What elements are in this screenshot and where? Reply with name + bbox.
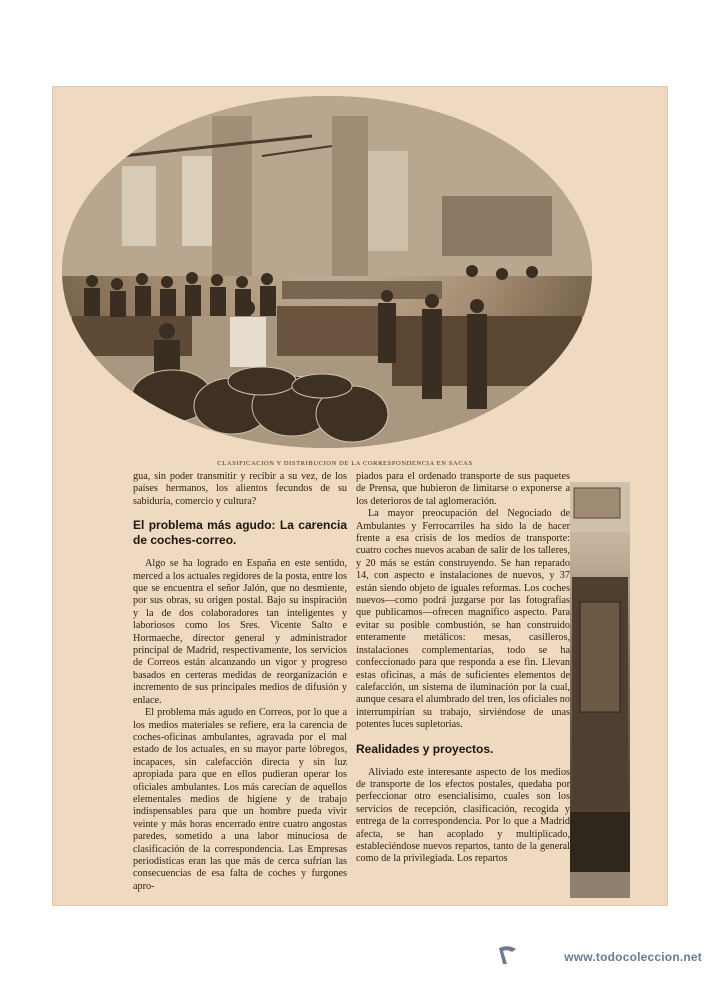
- paragraph: El problema más agudo en Correos, por lo que a los medios materiales se refiere, era la carencia de coches-oficinas ambulantes, agravada por el mal estado de los actuales, en su mayor parte lóbregos, incapaces, sin calefacción directa y sin luz apropiada para que en ellos pudieran operar los oficiales ambulantes. Los más carecían de aquellos elementales medios de higiene y de trabajo indispensables para que un hombre pueda vivir veinte y más horas encerrado entre cuatro angostas paredes, sometido a una labor minuciosa de clasificación de la correspondencia. Las Empresas periodísticas eran las que más de cerca sufrían las consecuencias de esa falta de coches y furgones apro-: [133, 707, 347, 892]
- sorting-room-photo: [62, 96, 592, 448]
- watermark-text: www.todocoleccion.net: [564, 950, 702, 964]
- todocoleccion-logo-icon: [496, 944, 520, 966]
- article-column-middle: [356, 471, 570, 866]
- section-heading: El problema más agudo: La carencia de coches-correo.: [133, 518, 347, 548]
- paragraph: Aliviado este interesante aspecto de los medios de transporte de los efectos postales, quedaba por perfeccionar otro esencialísimo, cuales son los servicios de recepción, clasificación, recogida y entrega de la correspondencia. Por lo que a Madrid afecta, se han acoplado y multiplicado, estableciéndose nuevos repartos, tanto de la general como de la privilegiada. Los repartos: [356, 766, 570, 865]
- mail-car-photo: [570, 482, 630, 898]
- photo-scene: [62, 96, 592, 448]
- section-heading: Realidades y proyectos.: [356, 741, 494, 756]
- paragraph: La mayor preocupación del Negociado de Ambulantes y Ferrocarriles ha sido la de hacer frente a esa crisis de los medios de transporte: cuatro coches nuevos acaban de salir de los talleres, y 20 más se están construyendo. Se han reparado 14, con aspecto e instalaciones de nuevos, y 37 están siendo objeto de iguales reformas. Los coches nuevos—como podrá juzgarse por las fotografías que publicamos—ofrecen magnífico aspecto. Para evitar su posible combustión, se han construido enteramente metálicos: mesas, casilleros, instalaciones complementarias, todo se ha confeccionado para que responda a ese fin. Llevan estas oficinas, a más de suficientes elementos de calefacción, un sistema de iluminación por la cual, aunque cesara el alumbrado del tren, los oficiales no interrumpirían su trabajo, sirviéndose de unas potentes luces supletorias.: [356, 508, 570, 731]
- mail-car-scene: [570, 482, 630, 898]
- intro-paragraph: gua, sin poder transmitir y recibir a su vez, de los países hermanos, los alientos fecundos de su sabiduría, comercio y cultura?: [133, 471, 347, 507]
- paragraph: Algo se ha logrado en España en este sentido, merced a los actuales regidores de la posta, entre los que se encuentra el señor Jalón, que no desmiente, por sus obras, su origen postal. Bajo su inspiración y la de dos colaboradores tan inteligentes y laboriosos como los Sres. Vicente Salto e Hormaeche, director general y administrador principal de Madrid, respectivamente, los servicios de Correos están alcanzando un vigor y progreso basados en certeras medidas de reorganización e incremento de sus principales medios de difusión y enlace.: [133, 558, 347, 706]
- paragraph: piados para el ordenado transporte de sus paquetes de Prensa, que hubieron de limitarse o exponerse a los deterioros de tal aglomeración.: [356, 471, 570, 507]
- article-column-left: [133, 471, 347, 893]
- photo-caption: CLASIFICACION Y DISTRIBUCION DE LA CORRESPONDENCIA EN SACAS: [217, 460, 473, 467]
